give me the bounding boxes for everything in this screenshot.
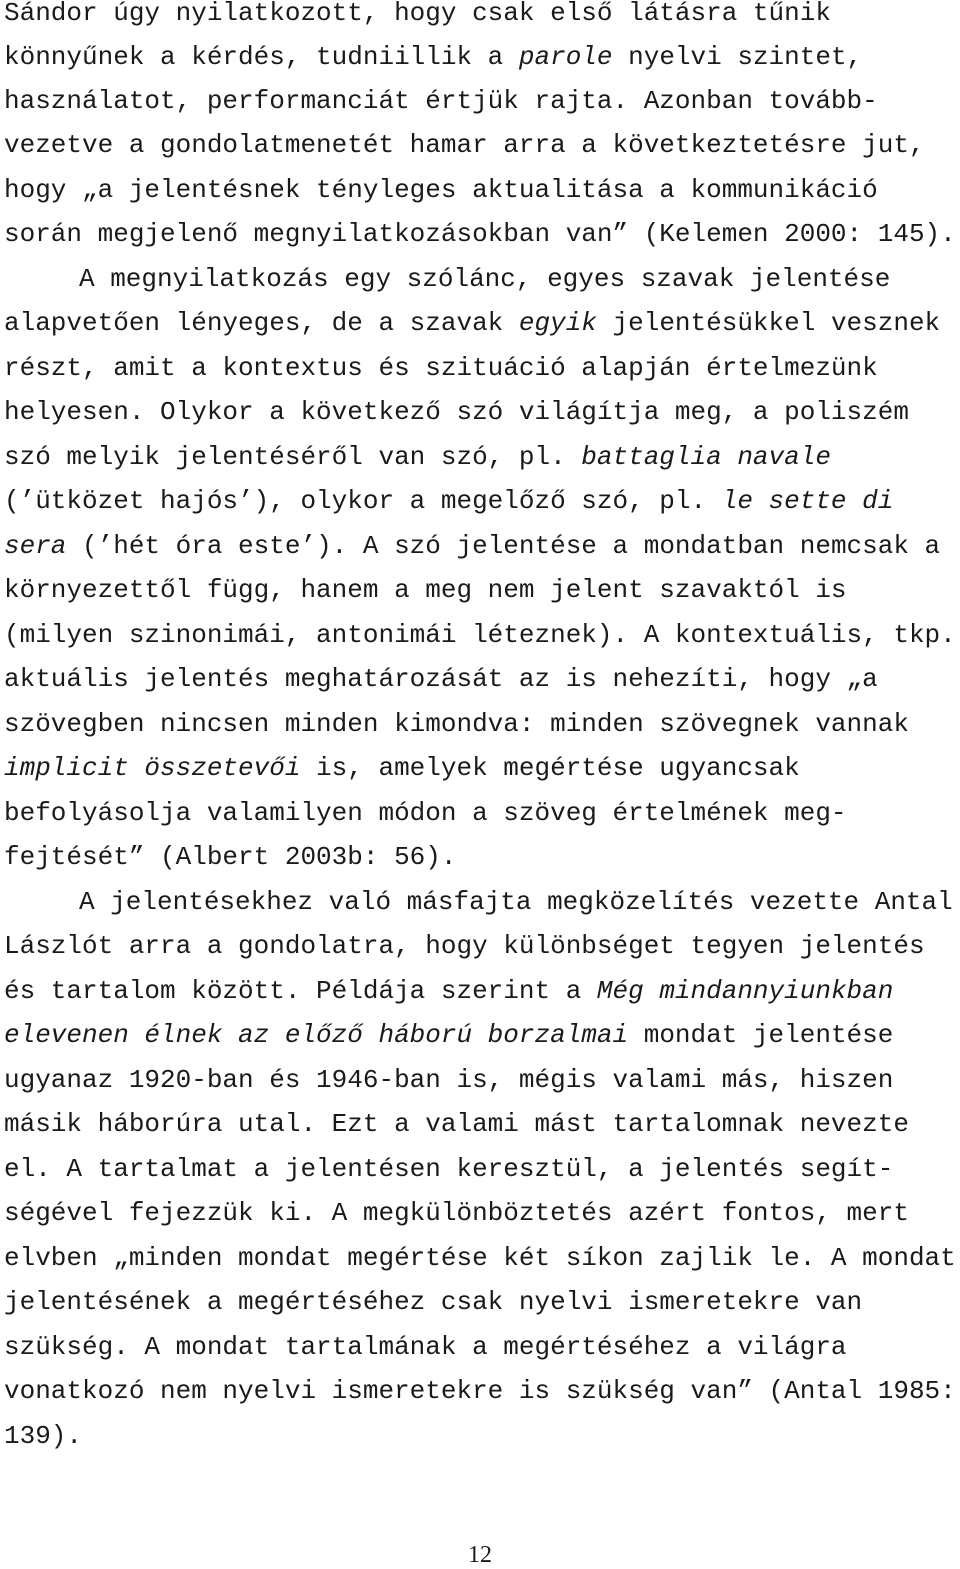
text-run: részt, amit a kontextus és szituáció alapján értelmezünk (4, 353, 878, 383)
text-run: szükség. A mondat tartalmának a megértéséhez a világra (4, 1332, 847, 1362)
text-run: fejtését” (Albert 2003b: 56). (4, 842, 457, 872)
text-line (4, 1109, 909, 1139)
text-line (4, 1332, 847, 1362)
italic-term: sera (4, 531, 67, 561)
text-line (4, 709, 909, 739)
page-number: 12 (468, 1542, 492, 1568)
text-line (4, 353, 878, 383)
text-line (4, 130, 925, 160)
text-line (4, 308, 940, 338)
text-line (4, 753, 800, 783)
text-line (4, 575, 847, 605)
text-run: jelentésükkel vesznek (596, 308, 941, 338)
text-line (4, 1243, 956, 1273)
text-run: elvben „minden mondat megértése két síkon zajlik le. A mondat (4, 1243, 956, 1273)
italic-term: elevenen élnek az előző háború borzalmai (4, 1020, 629, 1050)
text-line (4, 531, 940, 561)
text-run: helyesen. Olykor a következő szó világítja meg, a poliszém (4, 397, 909, 427)
text-line (4, 486, 893, 516)
text-line (4, 86, 878, 116)
italic-term: Még mindannyiunkban (596, 976, 894, 1006)
text-line (4, 976, 893, 1006)
text-line (4, 1065, 893, 1095)
text-run: hogy „a jelentésnek tényleges aktualitása a kommunikáció (4, 175, 878, 205)
text-run: (’ütközet hajós’), olykor a megelőző szó, pl. (4, 486, 722, 516)
text-line (4, 1198, 909, 1228)
text-run: el. A tartalmat a jelentésen keresztül, a jelentés segít- (4, 1154, 894, 1184)
text-run: nyelvi szintet, (612, 42, 863, 72)
text-run: is, amelyek megértése ugyancsak (300, 753, 800, 783)
text-line (4, 1421, 82, 1451)
text-run: szó melyik jelentéséről van szó, pl. (4, 442, 582, 472)
text-run: (milyen szinonimái, antonimái léteznek). A kontextuális, tkp. (4, 620, 956, 650)
text-run: vonatkozó nem nyelvi ismeretekre is szükség van” (Antal 1985: (4, 1376, 956, 1406)
text-run: A jelentésekhez való másfajta megközelítés vezette Antal (79, 887, 953, 917)
text-run: alapvetően lényeges, de a szavak (4, 308, 519, 338)
text-run: másik háborúra utal. Ezt a valami mást tartalomnak nevezte (4, 1109, 909, 1139)
text-run: vezetve a gondolatmenetét hamar arra a következtetésre jut, (4, 130, 925, 160)
text-run: ugyanaz 1920-ban és 1946-ban is, mégis valami más, hiszen (4, 1065, 894, 1095)
text-run: mondat jelentése (628, 1020, 894, 1050)
text-line (4, 931, 925, 961)
text-line (4, 664, 878, 694)
italic-term: implicit összetevői (4, 753, 301, 783)
text-run: befolyásolja valamilyen módon a szöveg értelmének meg- (4, 798, 847, 828)
text-run: Lászlót arra a gondolatra, hogy különbséget tegyen jelentés (4, 931, 925, 961)
text-run: könnyűnek a kérdés, tudniillik a (4, 42, 519, 72)
text-line (79, 264, 890, 294)
text-line (4, 1154, 893, 1184)
italic-term: le sette di (721, 486, 894, 516)
text-line (4, 42, 862, 72)
text-run: jelentésének a megértéséhez csak nyelvi ismeretekre van (4, 1287, 863, 1317)
text-run: használatot, performanciát értjük rajta. Azonban tovább- (4, 86, 878, 116)
text-run: szövegben nincsen minden kimondva: minden szövegnek vannak (4, 709, 909, 739)
italic-term: egyik (518, 308, 597, 338)
text-line (4, 1376, 956, 1406)
text-line (4, 397, 909, 427)
text-run: és tartalom között. Példája szerint a (4, 976, 597, 1006)
text-run: aktuális jelentés meghatározását az is nehezíti, hogy „a (4, 664, 878, 694)
text-line (4, 620, 956, 650)
text-run: Sándor úgy nyilatkozott, hogy csak első látásra tűnik (4, 0, 831, 28)
text-run: (’hét óra este’). A szó jelentése a mondatban nemcsak a (66, 531, 941, 561)
text-run: ségével fejezzük ki. A megkülönböztetés azért fontos, mert (4, 1198, 909, 1228)
text-line (4, 219, 956, 249)
italic-term: parole (518, 42, 613, 72)
text-run: 139). (4, 1421, 83, 1451)
text-line (4, 442, 831, 472)
italic-term: battaglia navale (581, 442, 831, 472)
text-run: során megjelenő megnyilatkozásokban van” (Kelemen 2000: 145). (4, 219, 956, 249)
text-line (79, 887, 953, 917)
text-line (4, 1020, 893, 1050)
text-line (4, 842, 456, 872)
text-line (4, 0, 831, 28)
text-line (4, 798, 847, 828)
text-line (4, 175, 878, 205)
text-line (4, 1287, 862, 1317)
text-run: környezettől függ, hanem a meg nem jelent szavaktól is (4, 575, 847, 605)
text-run: A megnyilatkozás egy szólánc, egyes szavak jelentése (79, 264, 891, 294)
